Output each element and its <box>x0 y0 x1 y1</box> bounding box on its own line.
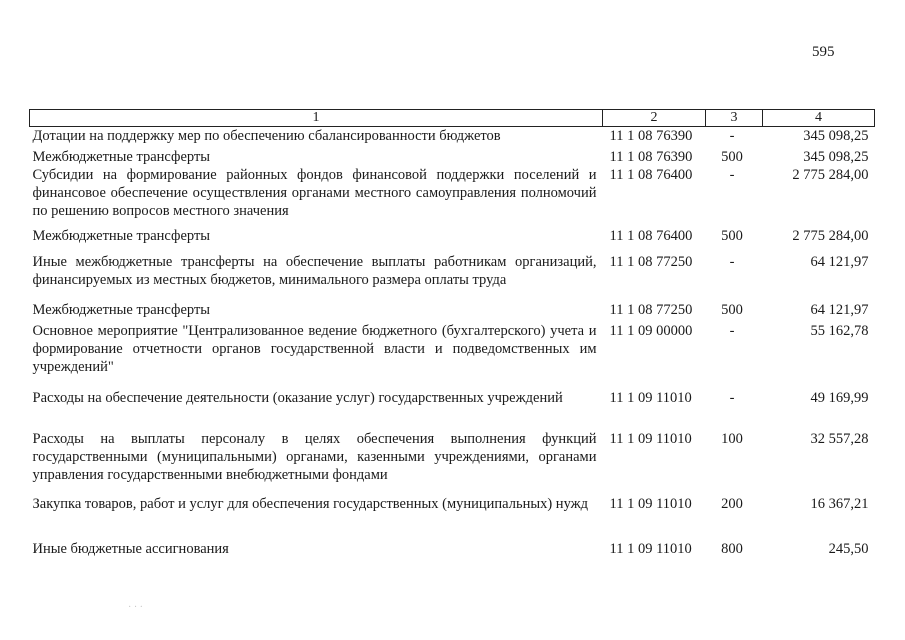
row-amount: 245,50 <box>828 540 869 557</box>
row-amount: 345 098,25 <box>803 128 869 144</box>
row-description: Межбюджетные трансферты <box>32 301 211 318</box>
scan-artifact: · · · <box>128 602 143 613</box>
row-group: - <box>729 128 735 144</box>
row-amount: 2 775 284,00 <box>792 227 869 244</box>
budget-table <box>29 109 875 560</box>
row-code: 11 1 09 11010 <box>609 540 692 557</box>
row-group: 500 <box>721 148 743 165</box>
row-code: 11 1 08 76390 <box>609 148 693 165</box>
row-group: - <box>729 253 735 270</box>
row-code: 11 1 08 76400 <box>609 227 693 244</box>
table-row <box>30 430 875 495</box>
row-description: Расходы на обеспечение деятельности (оказание услуг) государственных учреждений <box>32 389 563 406</box>
row-code: 11 1 09 00000 <box>609 322 693 339</box>
row-group: - <box>729 322 735 339</box>
row-code: 11 1 09 11010 <box>609 389 692 406</box>
row-description: Межбюджетные трансферты <box>32 148 211 165</box>
row-code: 11 1 08 76400 <box>609 166 693 183</box>
row-amount: 55 162,78 <box>810 322 869 339</box>
table-row <box>30 127 875 148</box>
table-row <box>30 301 875 322</box>
row-amount: 345 098,25 <box>803 148 869 165</box>
row-description: Иные межбюджетные трансферты на обеспечение выплаты работникам организаций, финансируемых из местных бюджетов, минимального размера оплаты труда <box>32 253 597 288</box>
table-row <box>30 148 875 166</box>
row-group: 500 <box>721 301 743 318</box>
row-description: Основное мероприятие "Централизованное ведение бюджетного (бухгалтерского) учета и формирование отчетности органов государственной власти и подведомственных им учреждений" <box>32 322 597 375</box>
table-row <box>30 166 875 227</box>
row-amount: 32 557,28 <box>810 430 869 447</box>
row-amount: 64 121,97 <box>810 301 869 318</box>
row-code: 11 1 08 77250 <box>609 301 693 318</box>
table-row <box>30 495 875 540</box>
page-number: 595 <box>812 44 835 60</box>
row-description: Иные бюджетные ассигнования <box>32 540 229 557</box>
row-amount: 49 169,99 <box>810 389 869 406</box>
table-row <box>30 227 875 253</box>
row-description: Дотации на поддержку мер по обеспечению сбалансированности бюджетов <box>32 128 501 144</box>
row-group: - <box>729 166 735 183</box>
row-amount: 64 121,97 <box>810 253 869 270</box>
row-description: Субсидии на формирование районных фондов финансовой поддержки поселений и финансовое обеспечение осуществления органами местного самоуправления полномочий по решению вопросов местного значения <box>32 166 597 219</box>
row-group: 200 <box>721 495 743 512</box>
table-row <box>30 322 875 389</box>
row-group: 800 <box>721 540 743 557</box>
row-amount: 16 367,21 <box>810 495 869 512</box>
row-description: Закупка товаров, работ и услуг для обеспечения государственных (муниципальных) нужд <box>32 495 589 512</box>
row-description: Расходы на выплаты персоналу в целях обеспечения выполнения функций государственными (муниципальными) органами, казенными учреждениями, органами управления государственными внебюджетными фондами <box>32 430 597 483</box>
table-row <box>30 253 875 301</box>
row-code: 11 1 08 77250 <box>609 253 693 270</box>
header-col-1: 1 <box>30 110 603 127</box>
row-description: Межбюджетные трансферты <box>32 227 211 244</box>
table-row <box>30 389 875 430</box>
header-col-2: 2 <box>603 110 706 127</box>
row-group: 500 <box>721 227 743 244</box>
row-amount: 2 775 284,00 <box>792 166 869 183</box>
row-code: 11 1 09 11010 <box>609 495 692 512</box>
row-group: 100 <box>721 430 743 447</box>
table-body <box>30 127 875 560</box>
header-col-4: 4 <box>763 110 875 127</box>
table-header <box>30 110 875 127</box>
header-col-3: 3 <box>706 110 763 127</box>
row-group: - <box>729 389 735 406</box>
row-code: 11 1 09 11010 <box>609 430 692 447</box>
row-code: 11 1 08 76390 <box>609 128 693 144</box>
table-row <box>30 540 875 560</box>
